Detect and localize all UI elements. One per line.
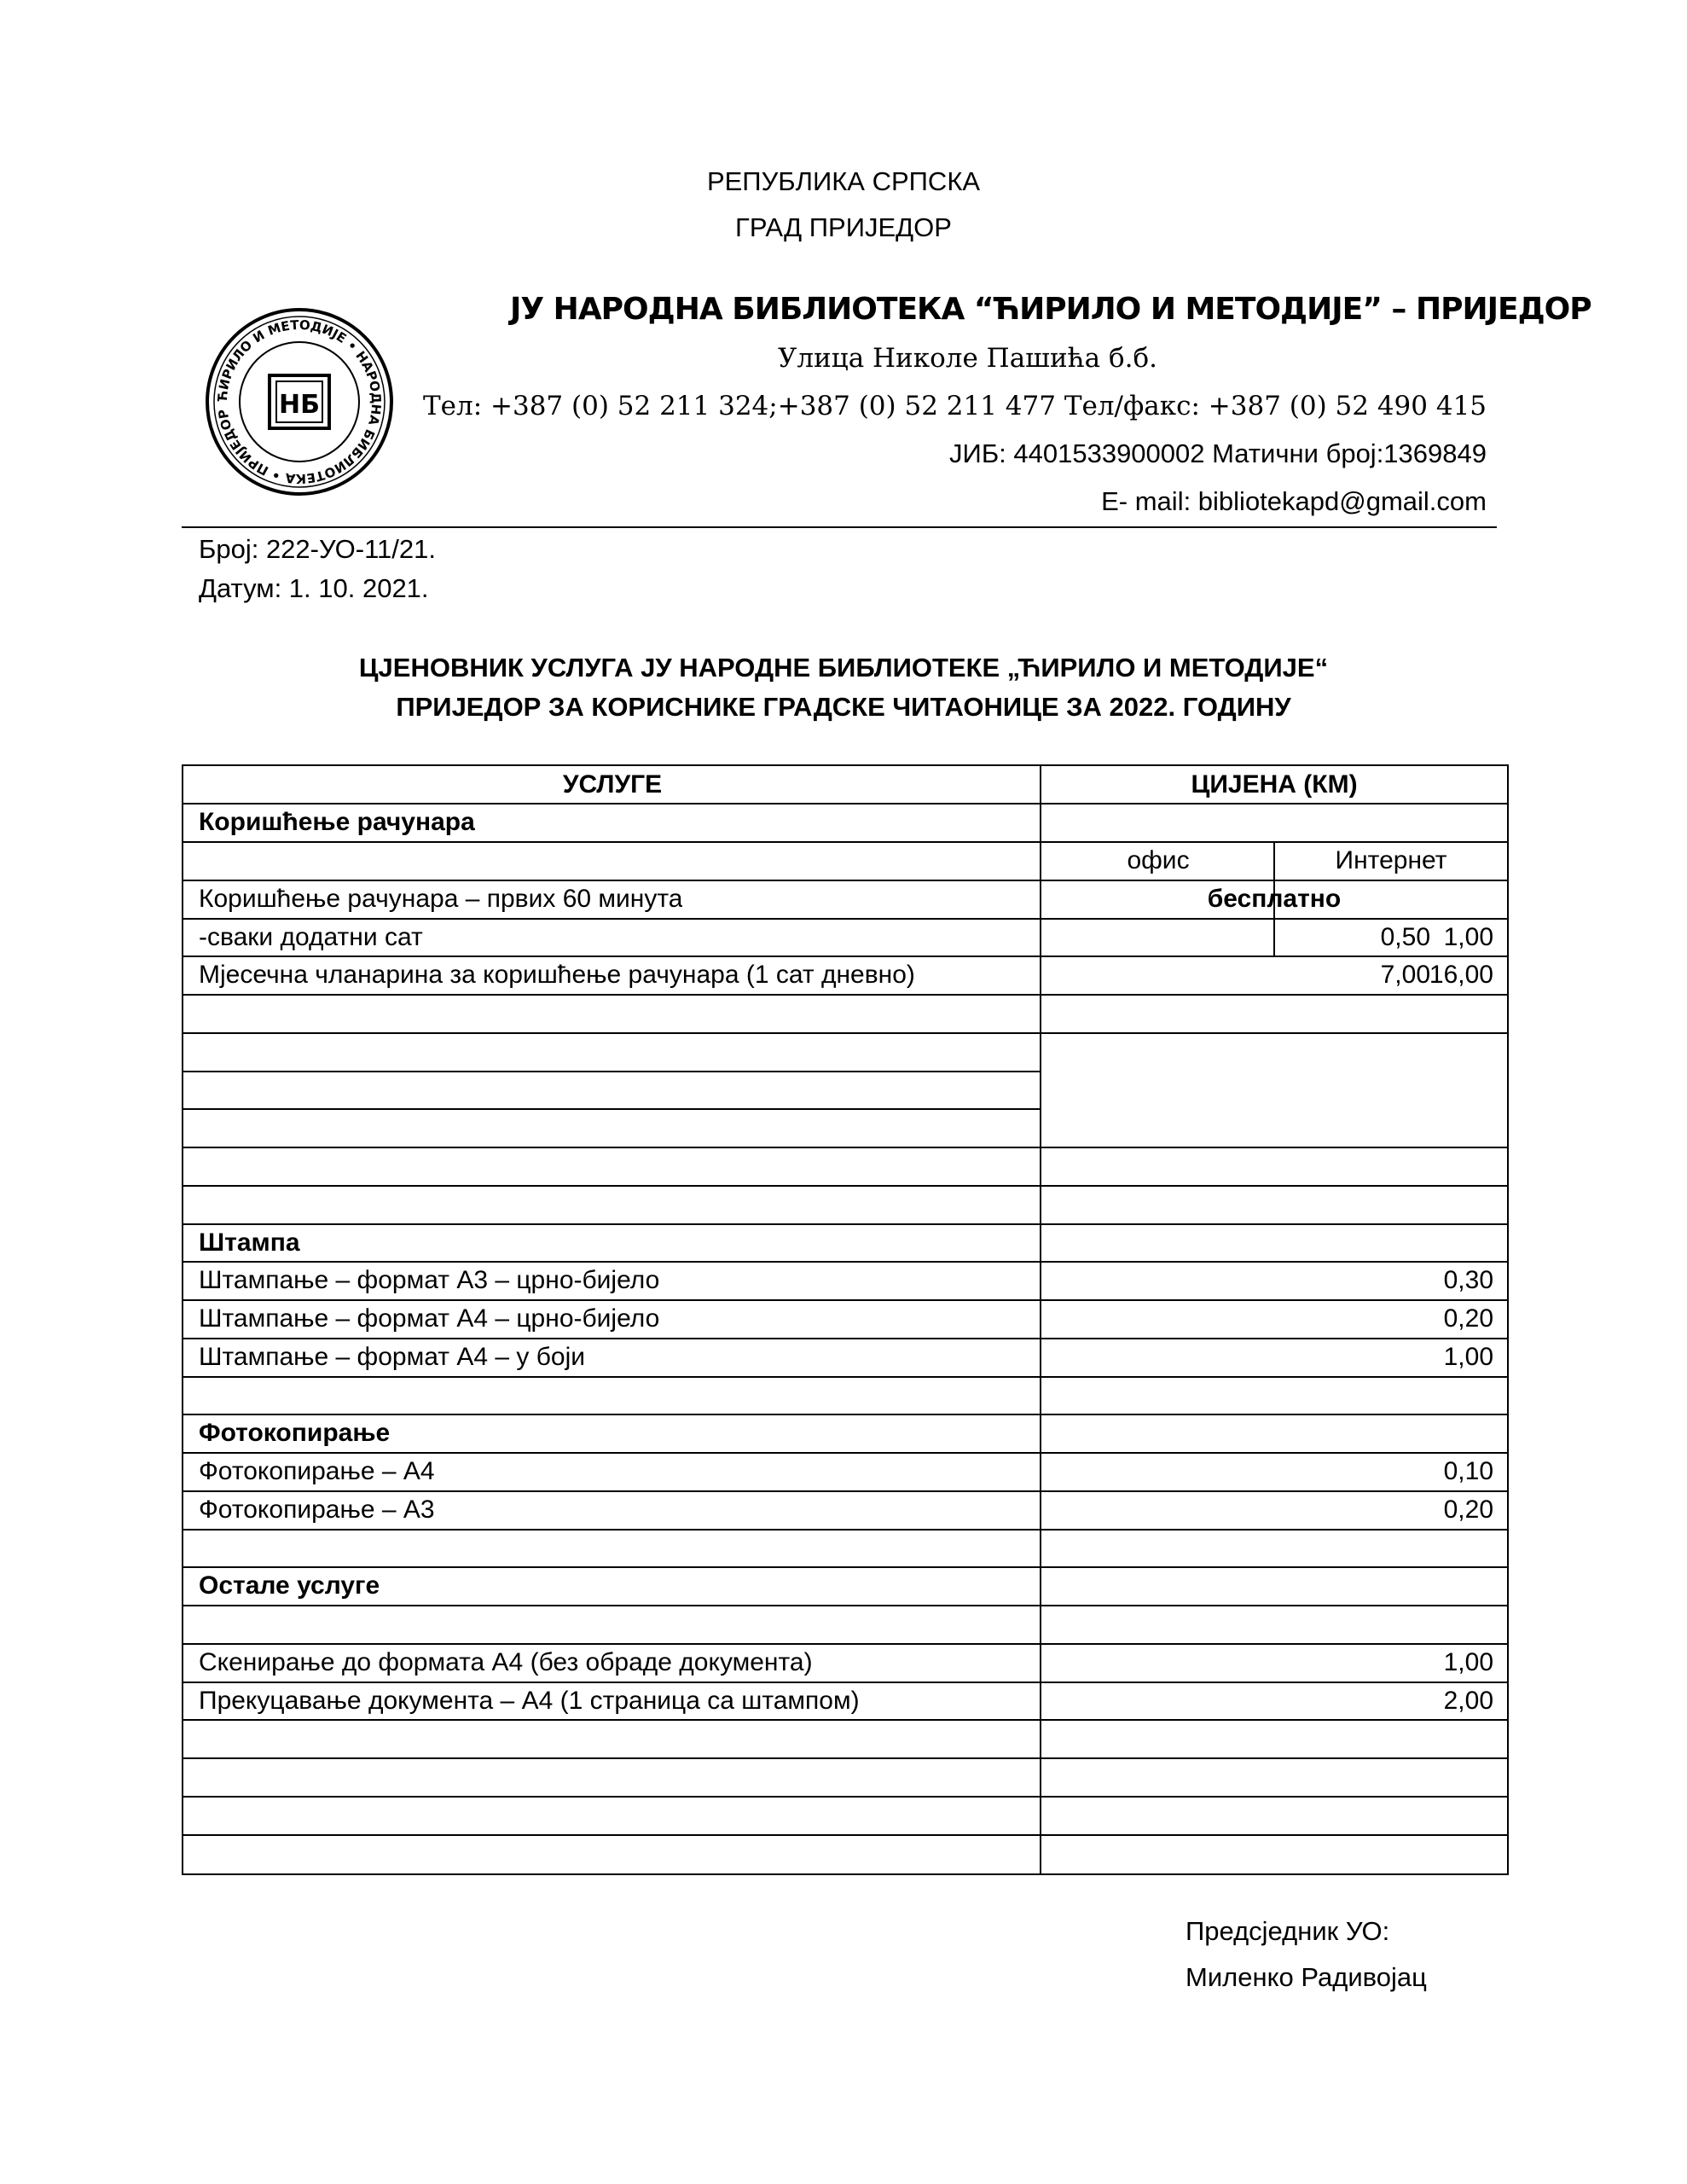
price-free: бесплатно <box>1207 885 1342 913</box>
table-line <box>183 1566 1507 1568</box>
table-row-label: Штампање – формат А4 – у боји <box>199 1343 586 1371</box>
table-line <box>183 1108 1040 1110</box>
price-value: 0,20 <box>1443 1304 1493 1333</box>
table-line <box>183 1147 1507 1148</box>
column-header-services: УСЛУГЕ <box>562 770 663 799</box>
header-city: ГРАД ПРИЈЕДОР <box>735 212 952 242</box>
table-line <box>183 1032 1507 1034</box>
institution-ids: ЈИБ: 4401533900002 Матични број:1369849 <box>949 439 1487 468</box>
table-line <box>183 1071 1040 1072</box>
table-row-label: Коришћење рачунара – првих 60 минута <box>199 885 683 913</box>
header-country: РЕПУБЛИКА СРПСКА <box>706 166 981 196</box>
institution-email: E- mail: bibliotekapd@gmail.com <box>1101 486 1487 516</box>
price-value: 1,00 <box>1443 1343 1493 1371</box>
document-title-line2: ПРИЈЕДОР ЗА КОРИСНИКЕ ГРАДСКЕ ЧИТАОНИЦЕ ЗА 2022. ГОДИНУ <box>396 692 1291 722</box>
institution-address: Улица Николе Пашића б.б. <box>778 343 1157 374</box>
seal-center-text: НБ <box>279 390 320 420</box>
table-row-label: Штампање – формат А3 – црно-бијело <box>199 1266 660 1294</box>
library-seal <box>203 305 396 498</box>
table-line <box>183 1605 1507 1606</box>
price-internet: 1,00 <box>1443 923 1493 951</box>
price-value: 0,20 <box>1443 1496 1493 1524</box>
section-photocopy: Фотокопирање <box>199 1419 391 1447</box>
signature-name: Миленко Радивојац <box>1186 1962 1427 1992</box>
table-line <box>183 1529 1507 1531</box>
table-line <box>183 1223 1507 1225</box>
document-date: Датум: 1. 10. 2021. <box>199 573 429 603</box>
table-line <box>183 1376 1507 1378</box>
table-line <box>183 1796 1507 1798</box>
price-table <box>182 764 1509 1875</box>
section-print: Штампа <box>199 1228 300 1257</box>
header-divider <box>182 526 1497 528</box>
document-title-line1: ЦЈЕНОВНИК УСЛУГА ЈУ НАРОДНЕ БИБЛИОТЕКЕ „ЋИРИЛО И МЕТОДИЈЕ“ <box>358 653 1329 682</box>
table-line <box>183 1834 1507 1836</box>
table-row-label: Прекуцавање документа – А4 (1 страница са штампом) <box>199 1687 860 1715</box>
table-row-label: Мјесечна чланарина за коришћење рачунара (1 сат дневно) <box>199 961 915 989</box>
institution-name: ЈУ НАРОДНА БИБЛИОТЕКА “ЋИРИЛО И МЕТОДИЈЕ” – ПРИЈЕДОР <box>510 292 1591 327</box>
price-office: 7,00 <box>1380 961 1430 989</box>
price-internet: 16,00 <box>1429 961 1493 989</box>
table-line <box>183 1185 1507 1187</box>
institution-phones: Тел: +387 (0) 52 211 324;+387 (0) 52 211 477 Тел/факс: +387 (0) 52 490 415 <box>423 391 1487 421</box>
table-line <box>183 1757 1507 1759</box>
table-row-label: -сваки додатни сат <box>199 923 423 951</box>
column-header-price: ЦИЈЕНА (КМ) <box>1191 770 1358 799</box>
table-line <box>183 994 1507 996</box>
table-row-label: Штампање – формат А4 – црно-бијело <box>199 1304 660 1333</box>
section-computer: Коришћење рачунара <box>199 808 475 836</box>
seal-ring-text: ЋИРИЛО И МЕТОДИЈЕ • НАРОДНА БИБЛИОТЕКА • ПРИЈЕДОР <box>214 317 385 487</box>
price-value: 0,30 <box>1443 1266 1493 1294</box>
subheader-internet: Интернет <box>1335 846 1447 874</box>
price-value: 2,00 <box>1443 1687 1493 1715</box>
price-value: 1,00 <box>1443 1648 1493 1676</box>
price-value: 0,10 <box>1443 1457 1493 1485</box>
table-row-label: Фотокопирање – А4 <box>199 1457 435 1485</box>
section-other-services: Остале услуге <box>199 1571 380 1600</box>
document-number: Број: 222-УО-11/21. <box>199 534 436 564</box>
table-row-label: Фотокопирање – А3 <box>199 1496 435 1524</box>
price-office: 0,50 <box>1380 923 1430 951</box>
signature-role: Предсједник УО: <box>1186 1916 1390 1946</box>
table-row-label: Скенирање до формата А4 (без обраде документа) <box>199 1648 813 1676</box>
subheader-office: офис <box>1127 846 1190 874</box>
